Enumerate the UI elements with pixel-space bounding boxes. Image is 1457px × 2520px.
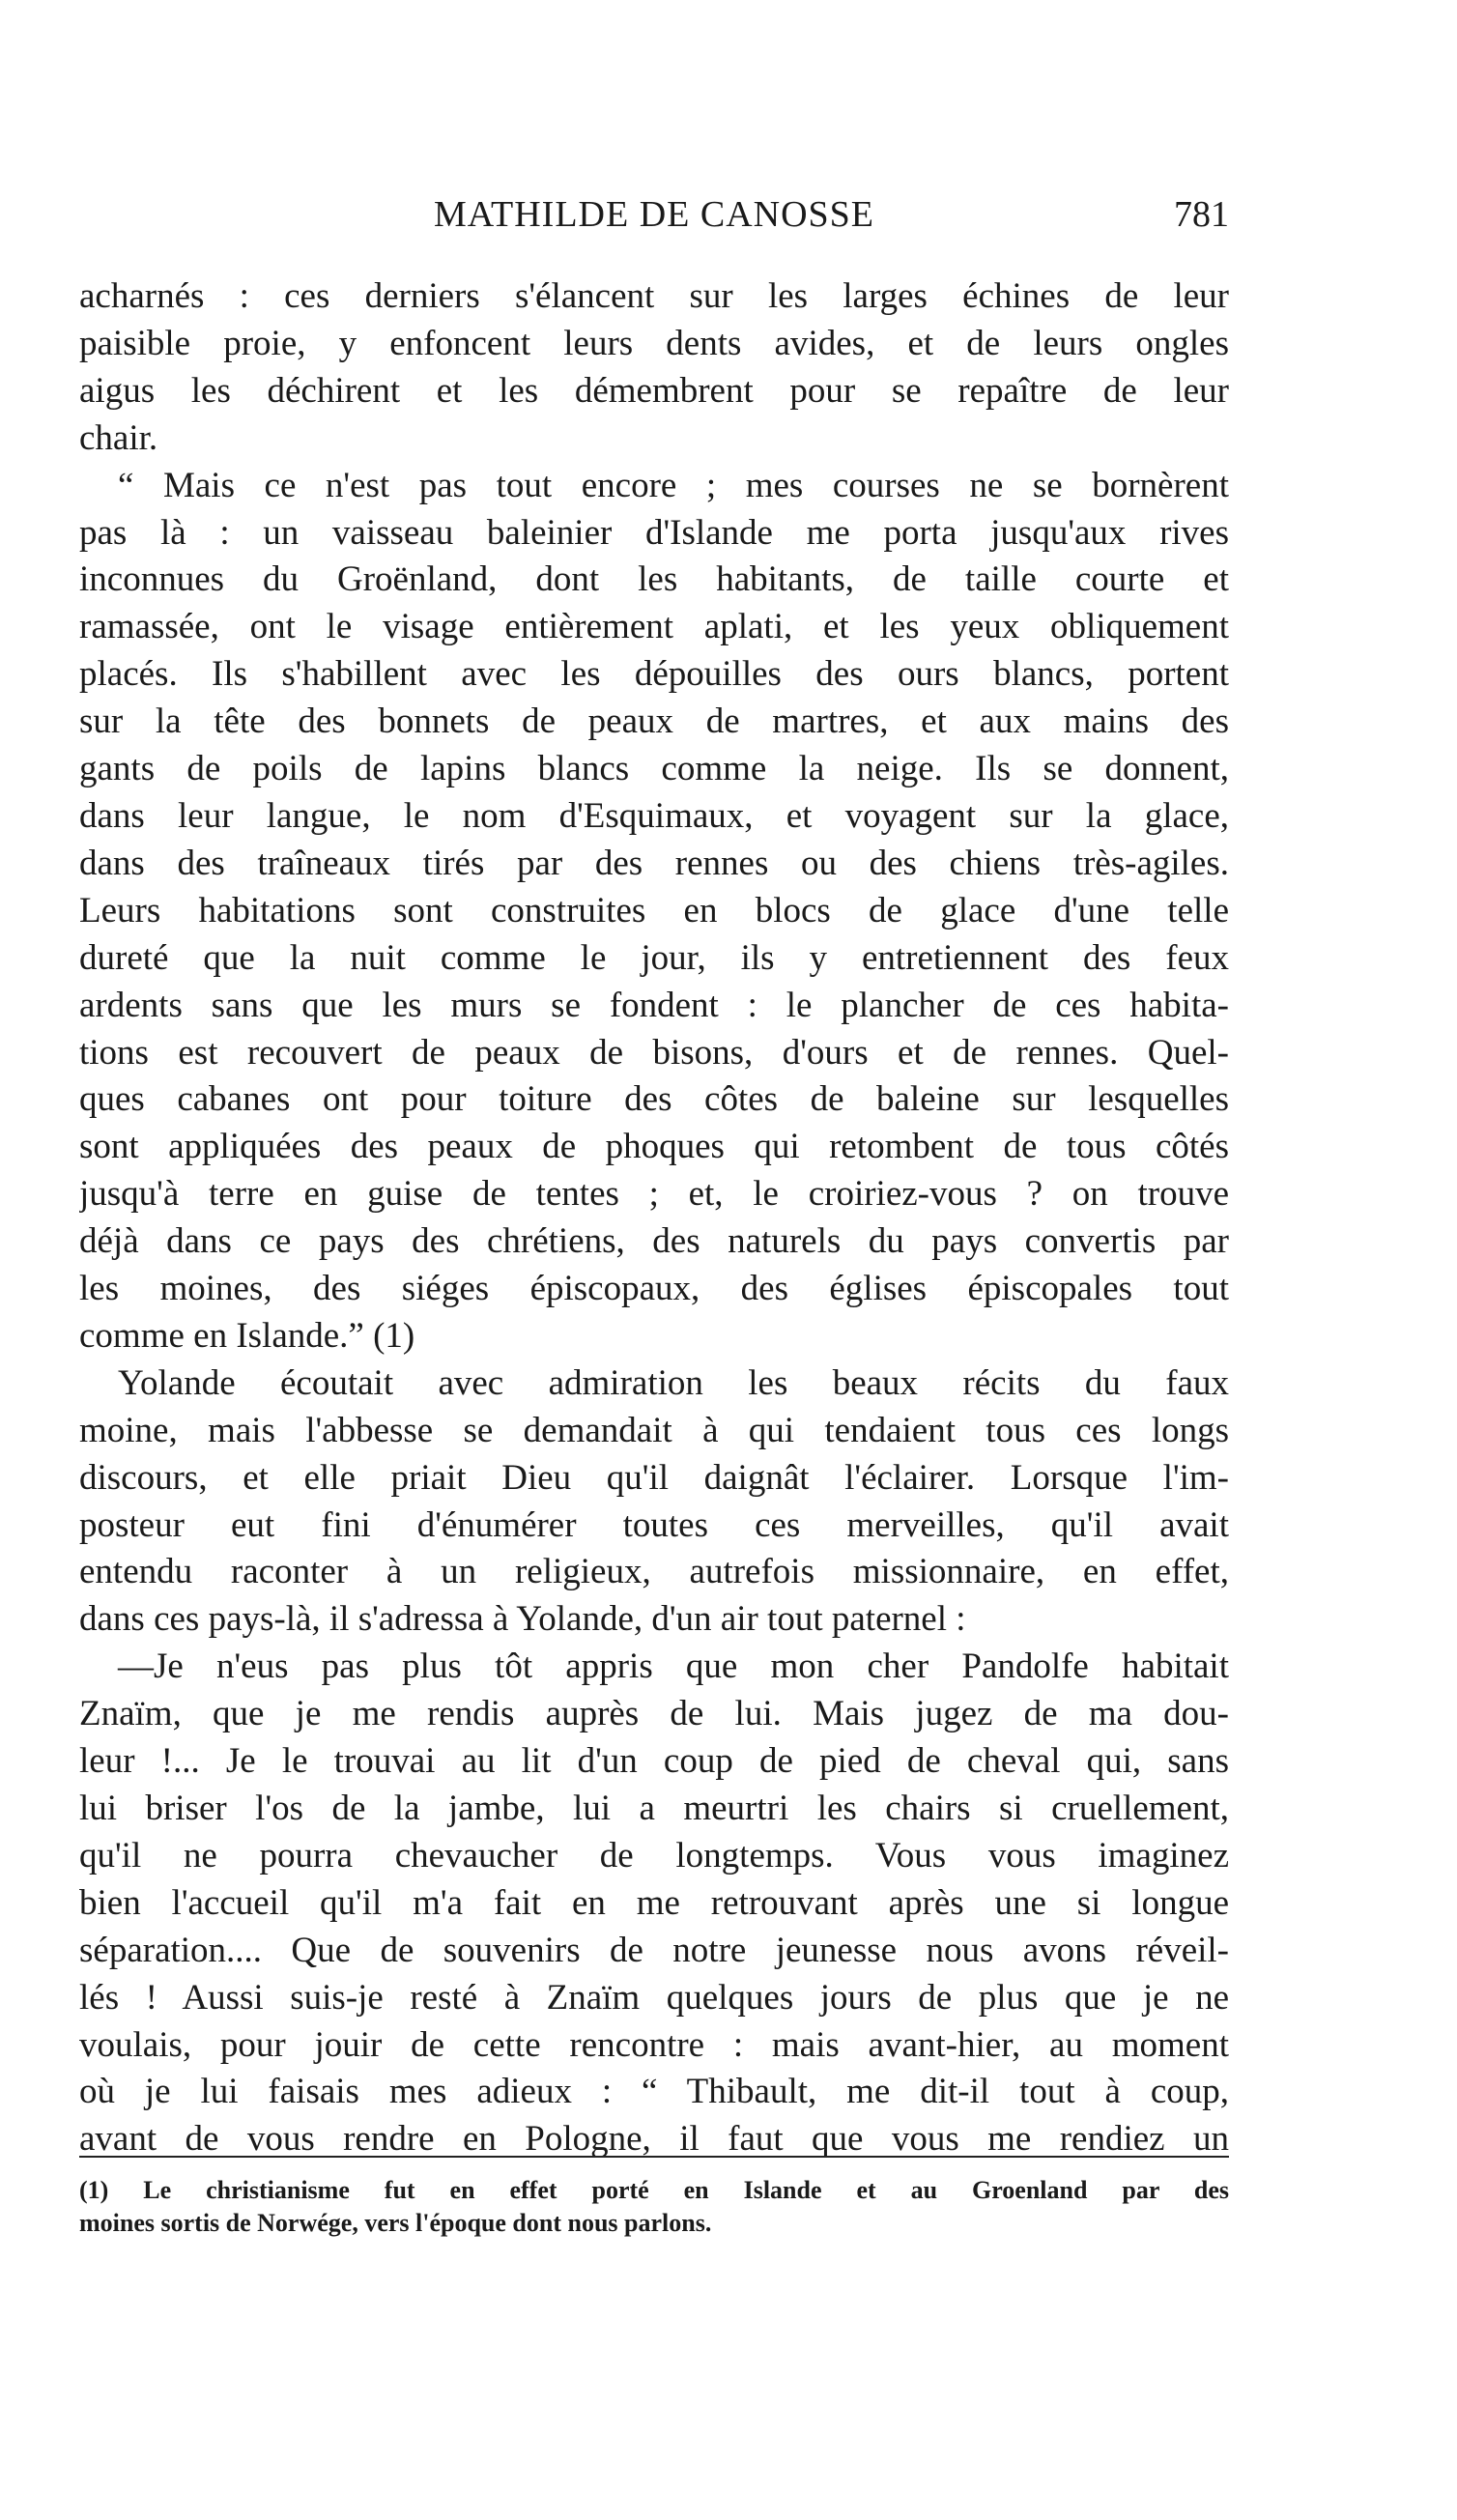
text-line: entendu raconter à un religieux, autrefois missionnaire, en effet, [79,1552,1229,1592]
text-line: leur !... Je le trouvai au lit d'un coup de pied de cheval qui, sans [79,1741,1229,1782]
text-line: discours, et elle priait Dieu qu'il daignât l'éclairer. Lorsque l'im- [79,1457,1229,1498]
running-title: MATHILDE DE CANOSSE [434,194,874,235]
paragraph [79,463,1229,1360]
text-line: où je lui faisais mes adieux : “ Thibault, me dit-il tout à coup, [79,2072,1229,2112]
text-line: ardents sans que les murs se fondent : le plancher de ces habita- [79,985,1229,1025]
paragraph [79,273,1229,463]
text-line: qu'il ne pourra chevaucher de longtemps. Vous vous imaginez [79,1835,1229,1876]
text-line: lés ! Aussi suis-je resté à Znaïm quelques jours de plus que je ne [79,1977,1229,2018]
text-line: sont appliquées des peaux de phoques qui retombent de tous côtés [79,1127,1229,1167]
footnote-line: (1) Le christianisme fut en effet porté en Islande et au Groenland par des [79,2176,1229,2204]
text-line: lui briser l'os de la jambe, lui a meurtri les chairs si cruellement, [79,1789,1229,1828]
text-line: bien l'accueil qu'il m'a fait en me retrouvant après une si longue [79,1882,1229,1923]
text-line: ramassée, ont le visage entièrement aplati, et les yeux obliquement [79,607,1229,647]
text-line: tions est recouvert de peaux de bisons, d'ours et de rennes. Quel- [79,1032,1229,1073]
text-line: Yolande écoutait avec admiration les beaux récits du faux [118,1362,1229,1403]
footnote-divider [79,2156,1229,2158]
footnote [79,2174,1229,2240]
text-line: séparation.... Que de souvenirs de notre jeunesse nous avons réveil- [79,1930,1229,1970]
text-line: sur la tête des bonnets de peaux de martres, et aux mains des [79,702,1229,742]
text-line: comme en Islande.” (1) [79,1315,415,1356]
text-line: avant de vous rendre en Pologne, il faut que vous me rendiez un [79,2119,1229,2160]
paragraph [79,1644,1229,2163]
text-line: posteur eut fini d'énumérer toutes ces merveilles, qu'il avait [79,1504,1229,1545]
text-line: les moines, des siéges épiscopaux, des églises épiscopales tout [79,1269,1229,1309]
text-line: paisible proie, y enfoncent leurs dents avides, et de leurs ongles [79,323,1229,363]
text-line: dans des traîneaux tirés par des rennes ou des chiens très-agiles. [79,843,1229,883]
body-text [79,273,1229,2163]
text-line: moine, mais l'abbesse se demandait à qui tendaient tous ces longs [79,1410,1229,1450]
text-line: aigus les déchirent et les démembrent pour se repaître de leur [79,370,1229,411]
text-line: gants de poils de lapins blancs comme la neige. Ils se donnent, [79,749,1229,789]
footnote-line: moines sortis de Norwége, vers l'époque dont nous parlons. [79,2209,712,2237]
paragraph [79,1360,1229,1644]
page-number: 781 [1174,194,1229,235]
text-line: jusqu'à terre en guise de tentes ; et, le croiriez-vous ? on trouve [79,1174,1229,1215]
text-line: inconnues du Groënland, dont les habitants, de taille courte et [79,559,1229,600]
text-line: ques cabanes ont pour toiture des côtes de baleine sur lesquelles [79,1079,1229,1120]
text-line: “ Mais ce n'est pas tout encore ; mes courses ne se bornèrent [118,465,1229,505]
text-line: —Je n'eus pas plus tôt appris que mon cher Pandolfe habitait [118,1647,1229,1687]
text-line: dureté que la nuit comme le jour, ils y entretiennent des feux [79,937,1229,978]
text-line: Leurs habitations sont construites en blocs de glace d'une telle [79,890,1229,931]
page-header [79,193,1229,251]
text-line: pas là : un vaisseau baleinier d'Islande me porta jusqu'aux rives [79,512,1229,553]
text-line: voulais, pour jouir de cette rencontre : mais avant-hier, au moment [79,2024,1229,2065]
text-line: dans leur langue, le nom d'Esquimaux, et voyagent sur la glace, [79,795,1229,836]
text-line: acharnés : ces derniers s'élancent sur les larges échines de leur [79,276,1229,316]
text-line: placés. Ils s'habillent avec les dépouilles des ours blancs, portent [79,654,1229,695]
text-line: déjà dans ce pays des chrétiens, des naturels du pays convertis par [79,1221,1229,1262]
text-line: dans ces pays-là, il s'adressa à Yolande, d'un air tout paternel : [79,1599,966,1640]
text-line: chair. [79,417,158,458]
text-line: Znaïm, que je me rendis auprès de lui. Mais jugez de ma dou- [79,1694,1229,1734]
